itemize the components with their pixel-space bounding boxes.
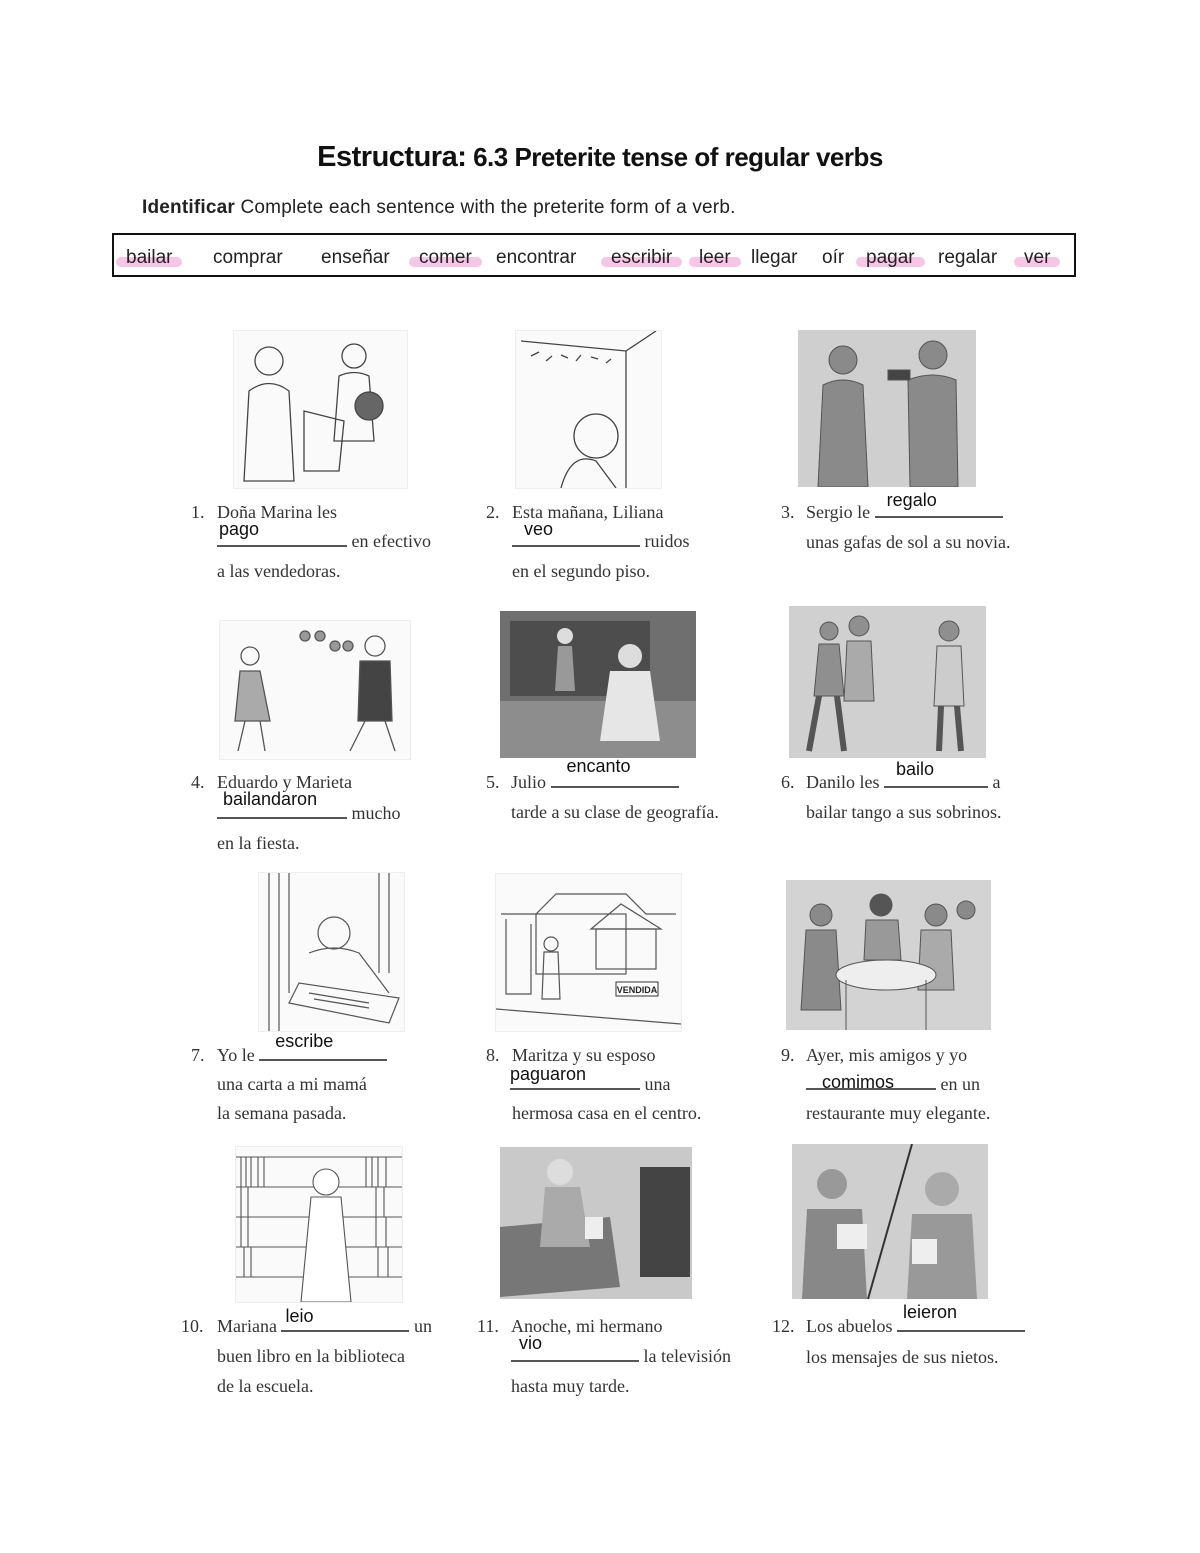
- item-text: un: [413, 1316, 432, 1336]
- item-text: unas gafas de sol a su novia.: [806, 532, 1011, 552]
- exercise-item-8: [486, 1040, 766, 1135]
- item-number: 7.: [191, 1045, 205, 1065]
- couple-sunglasses-icon: [798, 330, 976, 487]
- item-text: restaurante muy elegante.: [806, 1103, 991, 1123]
- item-number: 1.: [191, 502, 205, 522]
- word-llegar: llegar: [751, 247, 798, 268]
- picture-1-market-sketch: [233, 330, 408, 489]
- item-number: 9.: [781, 1045, 795, 1065]
- picture-3-sunglasses: [798, 330, 976, 487]
- exercise-item-6: [781, 759, 1071, 837]
- item-number: 12.: [772, 1316, 795, 1336]
- item-number: 6.: [781, 772, 795, 792]
- item-text: Eduardo y Marieta: [217, 772, 352, 792]
- item-number: 5.: [486, 772, 500, 792]
- couple-dancing-icon: [220, 621, 410, 759]
- item-text: Danilo les: [806, 772, 880, 792]
- answer-blank[interactable]: [217, 519, 347, 547]
- item-text: mucho: [351, 803, 401, 823]
- exercise-item-1: [191, 497, 461, 592]
- item-number: 8.: [486, 1045, 500, 1065]
- answer-text: escribe: [275, 1031, 334, 1051]
- instructions: [142, 197, 736, 219]
- answer-blank[interactable]: [511, 1333, 639, 1362]
- item-text: una: [644, 1074, 671, 1094]
- item-number: 10.: [181, 1316, 204, 1336]
- instruction-text: Complete each sentence with the preterite form of a verb.: [235, 197, 736, 218]
- answer-text: paguaron: [510, 1064, 587, 1084]
- answer-blank[interactable]: [510, 1064, 640, 1090]
- item-text: Maritza y su esposo: [512, 1045, 656, 1065]
- item-text: Anoche, mi hermano: [511, 1316, 663, 1336]
- answer-text: veo: [524, 519, 554, 539]
- exercise-item-7: [191, 1031, 461, 1135]
- exercise-item-10: [181, 1306, 471, 1406]
- item-text: Esta mañana, Liliana: [512, 502, 664, 522]
- word-comer: comer: [415, 248, 476, 268]
- answer-text: bailo: [896, 759, 935, 779]
- item-text: Julio: [511, 772, 547, 792]
- answer-text: leio: [285, 1306, 314, 1326]
- boy-watching-tv-icon: [500, 1147, 692, 1299]
- picture-5-late-class: [500, 611, 696, 758]
- word-ensenar: enseñar: [321, 247, 390, 268]
- boy-running-icon: [500, 611, 696, 758]
- answer-text: regalo: [886, 490, 937, 510]
- exercise-item-9: [781, 1040, 1071, 1135]
- picture-4-dancing-sketch: [219, 620, 411, 760]
- people-sketch-icon: [234, 331, 407, 488]
- item-text: buen libro en la biblioteca: [217, 1346, 405, 1366]
- answer-blank[interactable]: [281, 1306, 409, 1332]
- item-text: la televisión: [643, 1346, 731, 1366]
- picture-12-grandparents: [792, 1144, 988, 1299]
- answer-text: encanto: [566, 756, 631, 776]
- answer-text: comimos: [822, 1072, 895, 1092]
- word-encontrar: encontrar: [496, 247, 577, 268]
- item-text: Ayer, mis amigos y yo: [806, 1045, 968, 1065]
- answer-text: pago: [219, 519, 260, 539]
- exercise-item-3: [781, 490, 1071, 567]
- answer-text: vio: [519, 1333, 543, 1353]
- grandparents-reading-icon: [792, 1144, 988, 1299]
- exercise-item-4: [191, 767, 461, 862]
- item-text: bailar tango a sus sobrinos.: [806, 802, 1002, 822]
- girl-library-icon: [236, 1147, 402, 1302]
- word-bank: [112, 233, 1076, 277]
- item-text: la semana pasada.: [217, 1103, 347, 1123]
- word-escribir: escribir: [607, 248, 676, 268]
- item-text: ruidos: [644, 531, 690, 551]
- answer-blank[interactable]: [884, 759, 988, 788]
- friends-restaurant-icon: [786, 880, 991, 1030]
- sold-sign-text: VENDIDA: [616, 985, 658, 995]
- item-text: los mensajes de sus nietos.: [806, 1347, 999, 1367]
- item-text: a: [992, 772, 1001, 792]
- answer-text: leieron: [902, 1302, 958, 1322]
- item-number: 11.: [477, 1316, 499, 1336]
- item-text: en la fiesta.: [217, 833, 300, 853]
- picture-9-restaurant: [786, 880, 991, 1030]
- item-text: de la escuela.: [217, 1376, 314, 1396]
- item-number: 2.: [486, 502, 500, 522]
- item-text: en efectivo: [351, 531, 431, 551]
- item-text: en el segundo piso.: [512, 561, 650, 581]
- tango-lesson-icon: [789, 606, 986, 758]
- item-text: Sergio le: [806, 502, 871, 522]
- item-text: hermosa casa en el centro.: [512, 1103, 702, 1123]
- answer-blank[interactable]: [806, 1069, 936, 1090]
- item-number: 3.: [781, 502, 795, 522]
- item-text: a las vendedoras.: [217, 561, 341, 581]
- page-title: [0, 141, 1200, 174]
- word-regalar: regalar: [938, 247, 998, 268]
- item-text: hasta muy tarde.: [511, 1376, 630, 1396]
- answer-blank[interactable]: [897, 1302, 1025, 1332]
- item-text: tarde a su clase de geografía.: [511, 802, 719, 822]
- title-rest: 6.3 Preterite tense of regular verbs: [466, 142, 883, 172]
- picture-8-house-sold-sketch: [495, 873, 682, 1032]
- item-text: Doña Marina les: [217, 502, 337, 522]
- woman-writing-icon: [259, 873, 404, 1031]
- answer-blank[interactable]: [217, 789, 347, 819]
- item-text: Mariana: [217, 1316, 277, 1336]
- answer-blank[interactable]: [512, 519, 640, 547]
- instruction-label: Identificar: [142, 197, 235, 218]
- word-leer: leer: [695, 248, 735, 268]
- picture-11-tv: [500, 1147, 692, 1299]
- item-number: 4.: [191, 772, 205, 792]
- word-comprar: comprar: [213, 247, 283, 268]
- house-sold-icon: [496, 874, 681, 1031]
- answer-blank[interactable]: [259, 1031, 387, 1061]
- exercise-item-12: [772, 1302, 1062, 1381]
- answer-blank[interactable]: [875, 490, 1003, 518]
- answer-blank[interactable]: [551, 756, 679, 788]
- picture-2-noise-sketch: [515, 330, 662, 489]
- woman-listening-icon: [516, 331, 661, 488]
- word-bailar: bailar: [122, 248, 176, 268]
- exercise-item-11: [477, 1311, 767, 1406]
- exercise-item-2: [486, 497, 756, 592]
- title-prefix: Estructura:: [317, 141, 467, 173]
- exercise-item-5: [486, 756, 766, 837]
- item-text: Yo le: [217, 1045, 255, 1065]
- picture-7-writing-sketch: [258, 872, 405, 1032]
- picture-6-tango-lesson: [789, 606, 986, 758]
- word-ver: ver: [1020, 248, 1054, 268]
- answer-text: bailandaron: [223, 789, 318, 809]
- word-pagar: pagar: [862, 248, 919, 268]
- item-text: Los abuelos: [806, 1316, 893, 1336]
- word-oir: oír: [822, 247, 845, 268]
- item-text: una carta a mi mamá: [217, 1074, 367, 1094]
- item-text: en un: [940, 1074, 980, 1094]
- picture-10-library-sketch: [235, 1146, 403, 1303]
